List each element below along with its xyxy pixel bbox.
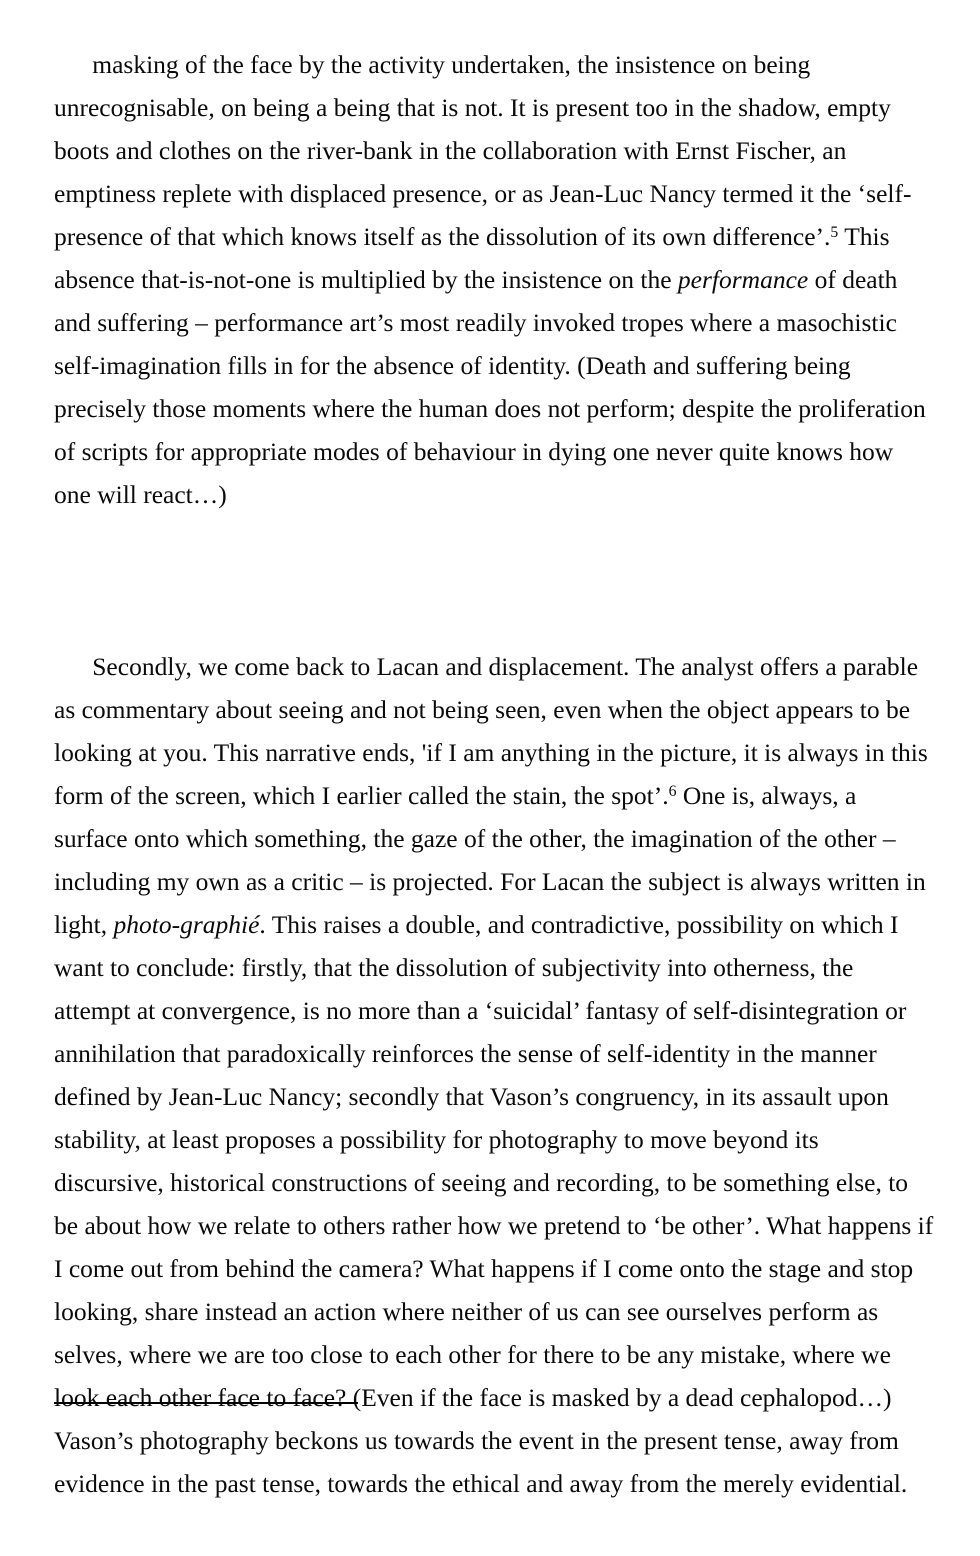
footnote-marker-5: 5 [830,223,839,241]
paragraph-2-run-5: . This raises a double, and contradictive, possibility on which I want to conclude: firstly, that the dissolution of subjectivity into otherness, the attempt at convergence, is no more than a ‘suicidal’ fantasy of self-disintegration or annihilation that paradoxically reinforces the sense of self-identity in the manner defined by Jean-Luc Nancy; secondly that Vason’s congruency, in its assault upon stability, at least proposes a possibility for photography to move beyond its discursive, historical constructions of seeing and recording, to be something else, to be about how we relate to others rather how we pretend to ‘be other’. What happens if I come out from behind the camera? What happens if I come onto the stage and stop looking, share instead an action where neither of us can see ourselves perform as selves, where we are too close to each other for there to be any mistake, where we look each other face to face? (Even if the face is masked by a dead cephalopod…) Vason’s photography beckons us towards the event in the present tense, away from evidence in the past tense, towards the ethical and away from the merely evidential. [54,910,940,1498]
paragraph-1-run-5: of death and suffering – performance art’s most readily invoked tropes where a masochistic self-imagination fills in for the absence of identity. (Death and suffering being precisely those moments where the human does not perform; despite the proliferation of scripts for appropriate modes of behaviour in dying one never quite knows how one will react…) [54,265,933,509]
footnote-separator-rule [54,1402,358,1404]
body-paragraph-2 [54,602,940,1548]
paragraph-2-run-3: One is, always, a surface onto which something, the gaze of the other, the imagination of the other – including my own as a critic – is projected. For Lacan the subject is always written in light, [54,781,933,939]
paragraph-spacer [54,559,934,602]
body-paragraph-1 [54,0,934,559]
footnote-area [54,1418,934,1548]
paragraph-2-emphasis-photographie: photo-graphié [113,910,260,939]
paragraph-2-run-1: Secondly, we come back to Lacan and displacement. The analyst offers a parable as commentary about seeing and not being seen, even when the object appears to be looking at you. This narrative ends, 'if I am anything in the picture, it is always in this form of the screen, which I earlier called the stain, the spot’. [54,652,935,810]
body-text-column [54,0,940,1548]
footnote-separator-container [54,1402,934,1404]
paragraph-1-run-3: This absence that-is-not-one is multiplied by the insistence on the [54,222,896,294]
paragraph-1-emphasis-performance: performance [677,265,809,294]
footnote-marker-6: 6 [668,782,677,800]
paragraph-1-run-1: masking of the face by the activity undertaken, the insistence on being unrecognisable, on being a being that is not. It is present too in the shadow, empty boots and clothes on the river-bank in the collaboration with Ernst Fischer, an emptiness replete with displaced presence, or as Jean-Luc Nancy termed it the ‘self-presence of that which knows itself as the dissolution of its own difference’. [54,50,912,251]
